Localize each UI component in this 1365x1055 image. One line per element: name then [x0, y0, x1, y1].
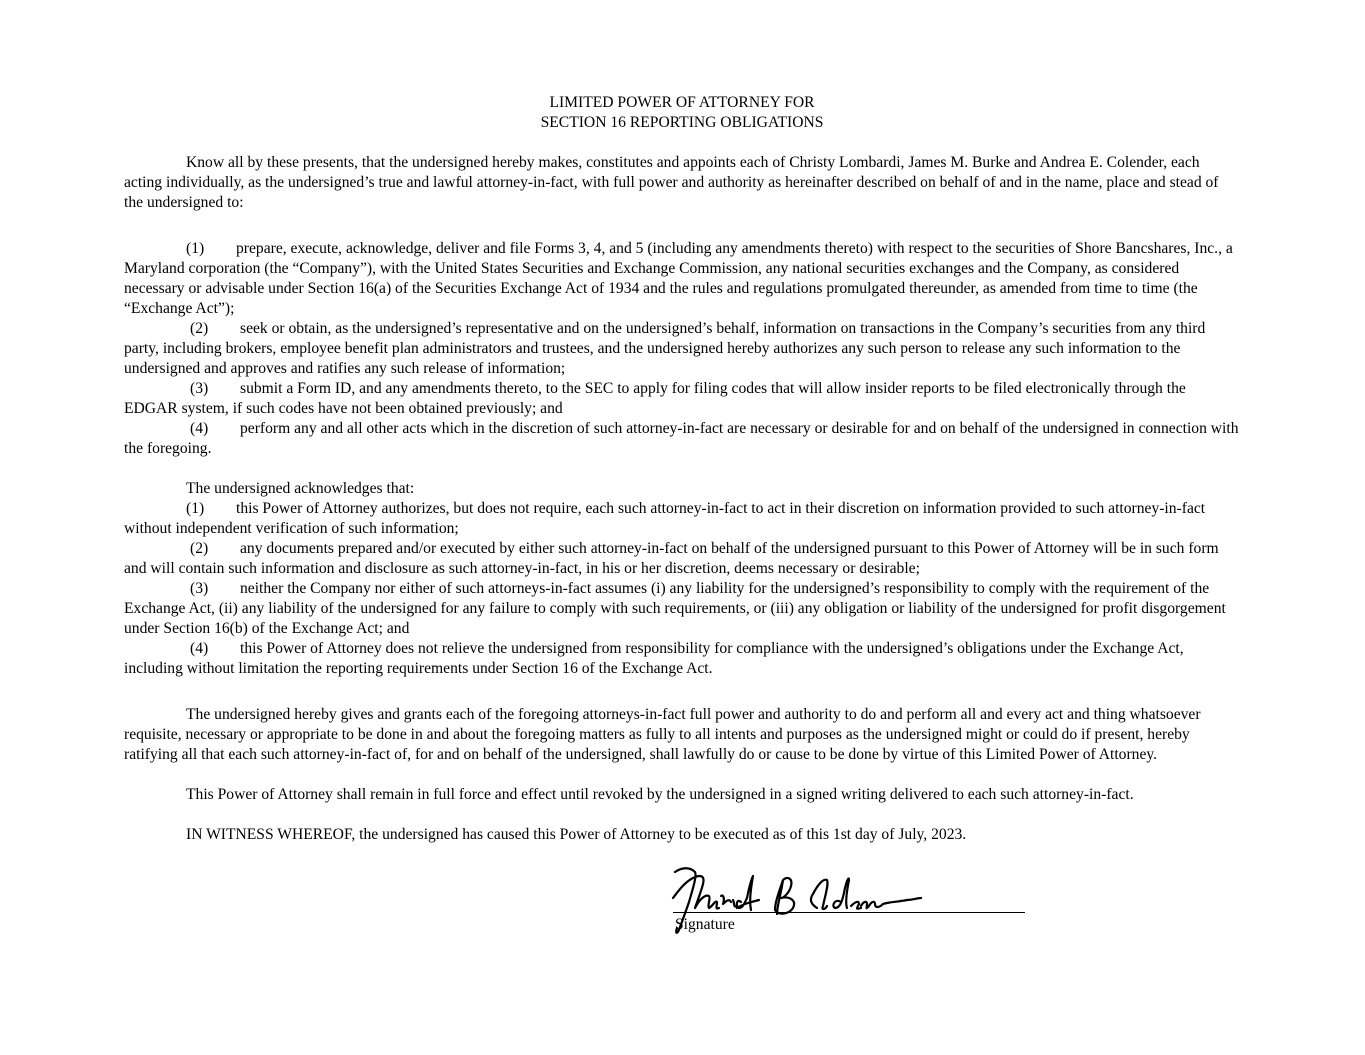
signature-block: [673, 858, 1033, 938]
signature-line: [673, 912, 1025, 913]
acknowledgement-number: (3): [190, 580, 209, 597]
power-text: prepare, execute, acknowledge, deliver and file Forms 3, 4, and 5 (including any amendments thereto) with respect to the securities of Shore Bancshares, Inc., a Maryland corporation (the “Company”), with the United States Securities and Exchange Commission, any national securities exchanges and the Company, as considered necessary or advisable under Section 16(a) of the Securities Exchange Act of 1934 and the rules and regulations promulgated thereunder, as amended from time to time (the “Exchange Act”);: [124, 240, 1233, 317]
power-text: submit a Form ID, and any amendments thereto, to the SEC to apply for filing codes that will allow insider reports to be filed electronically through the EDGAR system, if such codes have not been obtained previously; and: [124, 380, 1186, 417]
power-item-1: [124, 239, 1240, 319]
power-item-3: [124, 379, 1240, 419]
power-text: perform any and all other acts which in the discretion of such attorney-in-fact are necessary or desirable for and on behalf of the undersigned in connection with the foregoing.: [124, 420, 1239, 457]
document-title-line-2: SECTION 16 REPORTING OBLIGATIONS: [540, 114, 824, 131]
acknowledgement-number: (2): [190, 540, 209, 557]
acknowledgement-text: this Power of Attorney authorizes, but does not require, each such attorney-in-fact to act in their discretion on information provided to such attorney-in-fact without independent verification of such information;: [124, 500, 1206, 537]
document-title-line-1: LIMITED POWER OF ATTORNEY FOR: [549, 94, 815, 111]
acknowledgement-item-3: [124, 579, 1240, 639]
intro-paragraph: Know all by these presents, that the undersigned hereby makes, constitutes and appoints each of Christy Lombardi, James M. Burke and Andrea E. Colender, each acting individually, as the undersigned’s true and lawful attorney-in-fact, with full power and authority as hereinafter described on behalf of and in the name, place and stead of the undersigned to:: [124, 154, 1219, 211]
power-number: (3): [190, 380, 209, 397]
duration-paragraph: This Power of Attorney shall remain in full force and effect until revoked by the undersigned in a signed writing delivered to each such attorney-in-fact.: [186, 786, 1134, 803]
acknowledgement-text: this Power of Attorney does not relieve the undersigned from responsibility for compliance with the undersigned’s obligations under the Exchange Act, including without limitation the reporting requirements under Section 16 of the Exchange Act.: [124, 640, 1184, 677]
power-item-2: [124, 319, 1240, 379]
signature-label: Signature: [675, 916, 735, 933]
acknowledgement-text: neither the Company nor either of such attorneys-in-fact assumes (i) any liability for the undersigned’s responsibility to comply with the requirement of the Exchange Act, (ii) any liability of the undersigned for any failure to comply with such requirements, or (iii) any obligation or liability of the undersigned for profit disgorgement under Section 16(b) of the Exchange Act; and: [124, 580, 1226, 637]
acknowledgement-item-1: [124, 499, 1240, 539]
acknowledgement-item-4: [124, 639, 1240, 679]
acknowledgement-number: (4): [190, 640, 209, 657]
power-item-4: [124, 419, 1240, 459]
power-number: (1): [186, 240, 205, 257]
grant-paragraph: The undersigned hereby gives and grants each of the foregoing attorneys-in-fact full power and authority to do and perform all and every act and thing whatsoever requisite, necessary or appropriate to be done in and about the foregoing matters as fully to all intents and purposes as the undersigned might or could do if present, hereby ratifying all that each such attorney-in-fact of, for and on behalf of the undersigned, shall lawfully do or cause to be done by virtue of this Limited Power of Attorney.: [124, 706, 1201, 763]
witness-paragraph: IN WITNESS WHEREOF, the undersigned has caused this Power of Attorney to be executed as of this 1st day of July, 2023.: [186, 826, 967, 843]
acknowledgement-heading: The undersigned acknowledges that:: [186, 480, 415, 497]
power-text: seek or obtain, as the undersigned’s representative and on the undersigned’s behalf, information on transactions in the Company’s securities from any third party, including brokers, employee benefit plan administrators and trustees, and the undersigned hereby authorizes any such person to release any such information to the undersigned and approves and ratifies any such release of information;: [124, 320, 1206, 377]
acknowledgement-text: any documents prepared and/or executed by either such attorney-in-fact on behalf of the undersigned pursuant to this Power of Attorney will be in such form and will contain such information and disclosure as such attorney-in-fact, in his or her discretion, deems necessary or desirable;: [124, 540, 1219, 577]
document-page: [124, 93, 1240, 845]
acknowledgement-number: (1): [186, 500, 205, 517]
power-number: (2): [190, 320, 209, 337]
power-number: (4): [190, 420, 209, 437]
acknowledgement-item-2: [124, 539, 1240, 579]
